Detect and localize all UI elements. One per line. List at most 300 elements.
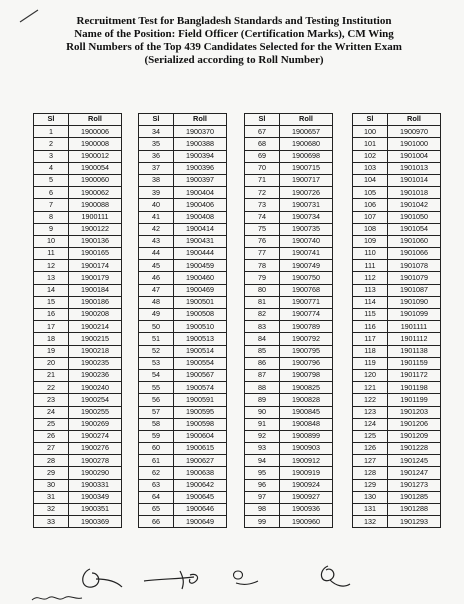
roll-cell: 1900638 [174,467,227,479]
roll-table-4 [352,113,441,528]
roll-cell: 1900513 [174,333,227,345]
table-row [34,443,122,455]
roll-cell: 1901111 [388,321,441,333]
table-row [34,406,122,418]
roll-cell: 1900899 [280,430,333,442]
serial-cell: 72 [245,187,280,199]
table-row [34,333,122,345]
serial-cell: 93 [245,443,280,455]
table-row [34,430,122,442]
serial-cell: 57 [139,406,174,418]
roll-cell: 1900927 [280,491,333,503]
table-row [245,430,333,442]
table-row [34,174,122,186]
roll-cell: 1901054 [388,223,441,235]
table-row [245,491,333,503]
table-row [245,443,333,455]
roll-cell: 1901014 [388,174,441,186]
serial-cell: 119 [353,357,388,369]
roll-cell: 1900236 [69,369,122,381]
serial-cell: 60 [139,443,174,455]
serial-cell: 66 [139,516,174,528]
roll-cell: 1900397 [174,174,227,186]
serial-cell: 105 [353,187,388,199]
table-row [245,248,333,260]
table-row [139,406,227,418]
table-row [139,369,227,381]
table-row [245,418,333,430]
roll-cell: 1901247 [388,467,441,479]
table-row [245,199,333,211]
serial-cell: 85 [245,345,280,357]
serial-cell: 112 [353,272,388,284]
table-row [353,455,441,467]
serial-cell: 27 [34,443,69,455]
table-row [353,223,441,235]
roll-cell: 1900218 [69,345,122,357]
table-row [353,369,441,381]
table-row [353,504,441,516]
table-row [353,516,441,528]
roll-cell: 1900741 [280,248,333,260]
serial-cell: 69 [245,150,280,162]
serial-cell: 35 [139,138,174,150]
table-row [353,333,441,345]
table-row [139,491,227,503]
table-row [139,443,227,455]
roll-cell: 1900351 [69,504,122,516]
roll-cell: 1900845 [280,406,333,418]
table-row [139,272,227,284]
table-row [139,138,227,150]
serial-cell: 9 [34,223,69,235]
serial-cell: 30 [34,479,69,491]
serial-cell: 34 [139,126,174,138]
roll-cell: 1900012 [69,150,122,162]
roll-cell: 1901159 [388,357,441,369]
serial-cell: 110 [353,248,388,260]
table-row [353,284,441,296]
table-row [245,333,333,345]
serial-cell: 48 [139,296,174,308]
roll-cell: 1900414 [174,223,227,235]
table-row [245,211,333,223]
serial-cell: 45 [139,260,174,272]
table-row [353,357,441,369]
roll-cell: 1900749 [280,260,333,272]
table-row [245,394,333,406]
serial-cell: 58 [139,418,174,430]
table-row [245,479,333,491]
table-row [34,345,122,357]
table-row [245,369,333,381]
roll-cell: 1901078 [388,260,441,272]
table-row [353,430,441,442]
serial-cell: 16 [34,309,69,321]
table-row [353,418,441,430]
serial-cell: 63 [139,479,174,491]
signature-5 [30,592,84,604]
serial-cell: 118 [353,345,388,357]
table-row [139,174,227,186]
serial-cell: 24 [34,406,69,418]
table-row [245,504,333,516]
header-description: Roll Numbers of the Top 439 Candidates Selected for the Written Exam [66,41,402,53]
roll-cell: 1900469 [174,284,227,296]
serial-cell: 2 [34,138,69,150]
serial-cell: 67 [245,126,280,138]
serial-cell: 86 [245,357,280,369]
table-header-row [245,114,333,126]
table-row [139,187,227,199]
serial-cell: 120 [353,369,388,381]
serial-cell: 33 [34,516,69,528]
serial-cell: 49 [139,309,174,321]
roll-cell: 1900460 [174,272,227,284]
table-row [139,309,227,321]
serial-cell: 98 [245,504,280,516]
serial-cell: 116 [353,321,388,333]
roll-cell: 1900136 [69,235,122,247]
roll-cell: 1900111 [69,211,122,223]
roll-cell: 1900215 [69,333,122,345]
table-row [139,504,227,516]
serial-cell: 126 [353,443,388,455]
roll-cell: 1900645 [174,491,227,503]
table-row [34,150,122,162]
column-header-sl: Sl [245,114,280,126]
table-header-row [139,114,227,126]
serial-cell: 68 [245,138,280,150]
table-row [139,357,227,369]
roll-cell: 1900615 [174,443,227,455]
table-row [34,126,122,138]
table-row [139,345,227,357]
serial-cell: 20 [34,357,69,369]
serial-cell: 131 [353,504,388,516]
table-row [353,211,441,223]
roll-cell: 1900912 [280,455,333,467]
serial-cell: 91 [245,418,280,430]
roll-cell: 1900406 [174,199,227,211]
column-header-sl: Sl [353,114,388,126]
serial-cell: 127 [353,455,388,467]
serial-cell: 95 [245,467,280,479]
serial-cell: 114 [353,296,388,308]
roll-cell: 1901288 [388,504,441,516]
roll-cell: 1901099 [388,309,441,321]
roll-cell: 1901087 [388,284,441,296]
table-row [245,187,333,199]
table-row [245,223,333,235]
roll-cell: 1901000 [388,138,441,150]
roll-cell: 1900179 [69,272,122,284]
table-row [353,467,441,479]
serial-cell: 7 [34,199,69,211]
table-row [139,260,227,272]
table-row [353,272,441,284]
roll-cell: 1900796 [280,357,333,369]
serial-cell: 76 [245,235,280,247]
roll-cell: 1900184 [69,284,122,296]
header-title: Recruitment Test for Bangladesh Standards and Testing Institution [76,15,392,27]
roll-cell: 1900062 [69,187,122,199]
serial-cell: 132 [353,516,388,528]
roll-cell: 1900798 [280,369,333,381]
roll-cell: 1900388 [174,138,227,150]
serial-cell: 14 [34,284,69,296]
serial-cell: 40 [139,199,174,211]
table-row [34,321,122,333]
signature-4 [312,560,352,592]
table-row [353,235,441,247]
serial-cell: 25 [34,418,69,430]
serial-cell: 121 [353,382,388,394]
roll-cell: 1900649 [174,516,227,528]
serial-cell: 73 [245,199,280,211]
table-row [139,394,227,406]
table-row [353,345,441,357]
table-row [245,272,333,284]
table-row [34,504,122,516]
roll-cell: 1901273 [388,479,441,491]
serial-cell: 123 [353,406,388,418]
serial-cell: 75 [245,223,280,235]
serial-cell: 108 [353,223,388,235]
roll-cell: 1901050 [388,211,441,223]
table-row [34,369,122,381]
serial-cell: 101 [353,138,388,150]
table-row [245,174,333,186]
roll-cell: 1901079 [388,272,441,284]
serial-cell: 44 [139,248,174,260]
roll-cell: 1900771 [280,296,333,308]
table-row [139,162,227,174]
roll-table-1 [33,113,122,528]
table-row [245,126,333,138]
serial-cell: 90 [245,406,280,418]
serial-cell: 70 [245,162,280,174]
roll-cell: 1900825 [280,382,333,394]
table-row [34,199,122,211]
roll-cell: 1900731 [280,199,333,211]
table-row [34,418,122,430]
roll-cell: 1900789 [280,321,333,333]
roll-cell: 1900254 [69,394,122,406]
roll-cell: 1900508 [174,309,227,321]
table-row [245,296,333,308]
serial-cell: 88 [245,382,280,394]
table-row [34,162,122,174]
table-row [353,162,441,174]
serial-cell: 26 [34,430,69,442]
serial-cell: 5 [34,174,69,186]
serial-cell: 10 [34,235,69,247]
roll-cell: 1901112 [388,333,441,345]
table-row [139,516,227,528]
roll-cell: 1901013 [388,162,441,174]
table-row [34,394,122,406]
roll-cell: 1900404 [174,187,227,199]
table-row [139,284,227,296]
roll-cell: 1900960 [280,516,333,528]
column-header-sl: Sl [139,114,174,126]
table-row [139,321,227,333]
serial-cell: 106 [353,199,388,211]
roll-cell: 1900008 [69,138,122,150]
roll-cell: 1901090 [388,296,441,308]
serial-cell: 41 [139,211,174,223]
roll-cell: 1900595 [174,406,227,418]
table-row [34,357,122,369]
table-row [353,321,441,333]
table-row [34,138,122,150]
serial-cell: 11 [34,248,69,260]
column-header-roll: Roll [388,114,441,126]
serial-cell: 36 [139,150,174,162]
serial-cell: 28 [34,455,69,467]
roll-cell: 1901209 [388,430,441,442]
serial-cell: 8 [34,211,69,223]
roll-cell: 1900510 [174,321,227,333]
table-row [34,211,122,223]
column-header-roll: Roll [174,114,227,126]
roll-cell: 1901285 [388,491,441,503]
table-row [245,162,333,174]
serial-cell: 130 [353,491,388,503]
serial-cell: 78 [245,260,280,272]
serial-cell: 3 [34,150,69,162]
serial-cell: 96 [245,479,280,491]
serial-cell: 59 [139,430,174,442]
roll-cell: 1901198 [388,382,441,394]
table-row [353,382,441,394]
roll-cell: 1900795 [280,345,333,357]
table-row [139,455,227,467]
roll-cell: 1900214 [69,321,122,333]
roll-cell: 1900174 [69,260,122,272]
serial-cell: 107 [353,211,388,223]
roll-cell: 1900394 [174,150,227,162]
roll-cell: 1900768 [280,284,333,296]
roll-cell: 1900828 [280,394,333,406]
table-row [34,309,122,321]
table-row [34,467,122,479]
serial-cell: 74 [245,211,280,223]
roll-cell: 1900459 [174,260,227,272]
serial-cell: 80 [245,284,280,296]
serial-cell: 47 [139,284,174,296]
table-row [139,211,227,223]
table-row [245,467,333,479]
table-row [245,406,333,418]
table-row [139,467,227,479]
column-header-roll: Roll [69,114,122,126]
table-row [353,150,441,162]
serial-cell: 4 [34,162,69,174]
table-row [139,199,227,211]
table-row [34,455,122,467]
table-row [353,260,441,272]
serial-cell: 42 [139,223,174,235]
roll-cell: 1900774 [280,309,333,321]
table-row [34,272,122,284]
serial-cell: 22 [34,382,69,394]
serial-cell: 43 [139,235,174,247]
roll-cell: 1900278 [69,455,122,467]
serial-cell: 71 [245,174,280,186]
table-row [245,235,333,247]
serial-cell: 103 [353,162,388,174]
roll-cell: 1900698 [280,150,333,162]
table-row [34,260,122,272]
signature-2 [140,565,210,595]
roll-cell: 1900591 [174,394,227,406]
serial-cell: 82 [245,309,280,321]
table-row [139,418,227,430]
roll-cell: 1901228 [388,443,441,455]
serial-cell: 115 [353,309,388,321]
table-row [245,345,333,357]
table-row [139,126,227,138]
column-header-sl: Sl [34,114,69,126]
serial-cell: 77 [245,248,280,260]
table-row [139,296,227,308]
roll-cell: 1900627 [174,455,227,467]
roll-cell: 1900054 [69,162,122,174]
roll-cell: 1900274 [69,430,122,442]
roll-cell: 1900186 [69,296,122,308]
roll-cell: 1900269 [69,418,122,430]
serial-cell: 23 [34,394,69,406]
serial-cell: 55 [139,382,174,394]
table-row [245,309,333,321]
roll-cell: 1900567 [174,369,227,381]
roll-cell: 1901293 [388,516,441,528]
serial-cell: 79 [245,272,280,284]
roll-cell: 1900255 [69,406,122,418]
roll-cell: 1900604 [174,430,227,442]
serial-cell: 124 [353,418,388,430]
serial-cell: 15 [34,296,69,308]
roll-cell: 1900369 [69,516,122,528]
roll-cell: 1900848 [280,418,333,430]
table-row [34,516,122,528]
roll-cell: 1900165 [69,248,122,260]
table-row [139,150,227,162]
serial-cell: 50 [139,321,174,333]
table-row [34,187,122,199]
serial-cell: 122 [353,394,388,406]
roll-cell: 1901060 [388,235,441,247]
table-row [245,260,333,272]
roll-cell: 1900735 [280,223,333,235]
serial-cell: 6 [34,187,69,199]
roll-cell: 1900122 [69,223,122,235]
roll-cell: 1901203 [388,406,441,418]
serial-cell: 21 [34,369,69,381]
table-row [245,150,333,162]
serial-cell: 99 [245,516,280,528]
serial-cell: 128 [353,467,388,479]
roll-cell: 1900349 [69,491,122,503]
table-row [139,223,227,235]
roll-cell: 1900370 [174,126,227,138]
roll-cell: 1900554 [174,357,227,369]
header-position: Name of the Position: Field Officer (Certification Marks), CM Wing [74,28,394,40]
serial-cell: 17 [34,321,69,333]
serial-cell: 125 [353,430,388,442]
